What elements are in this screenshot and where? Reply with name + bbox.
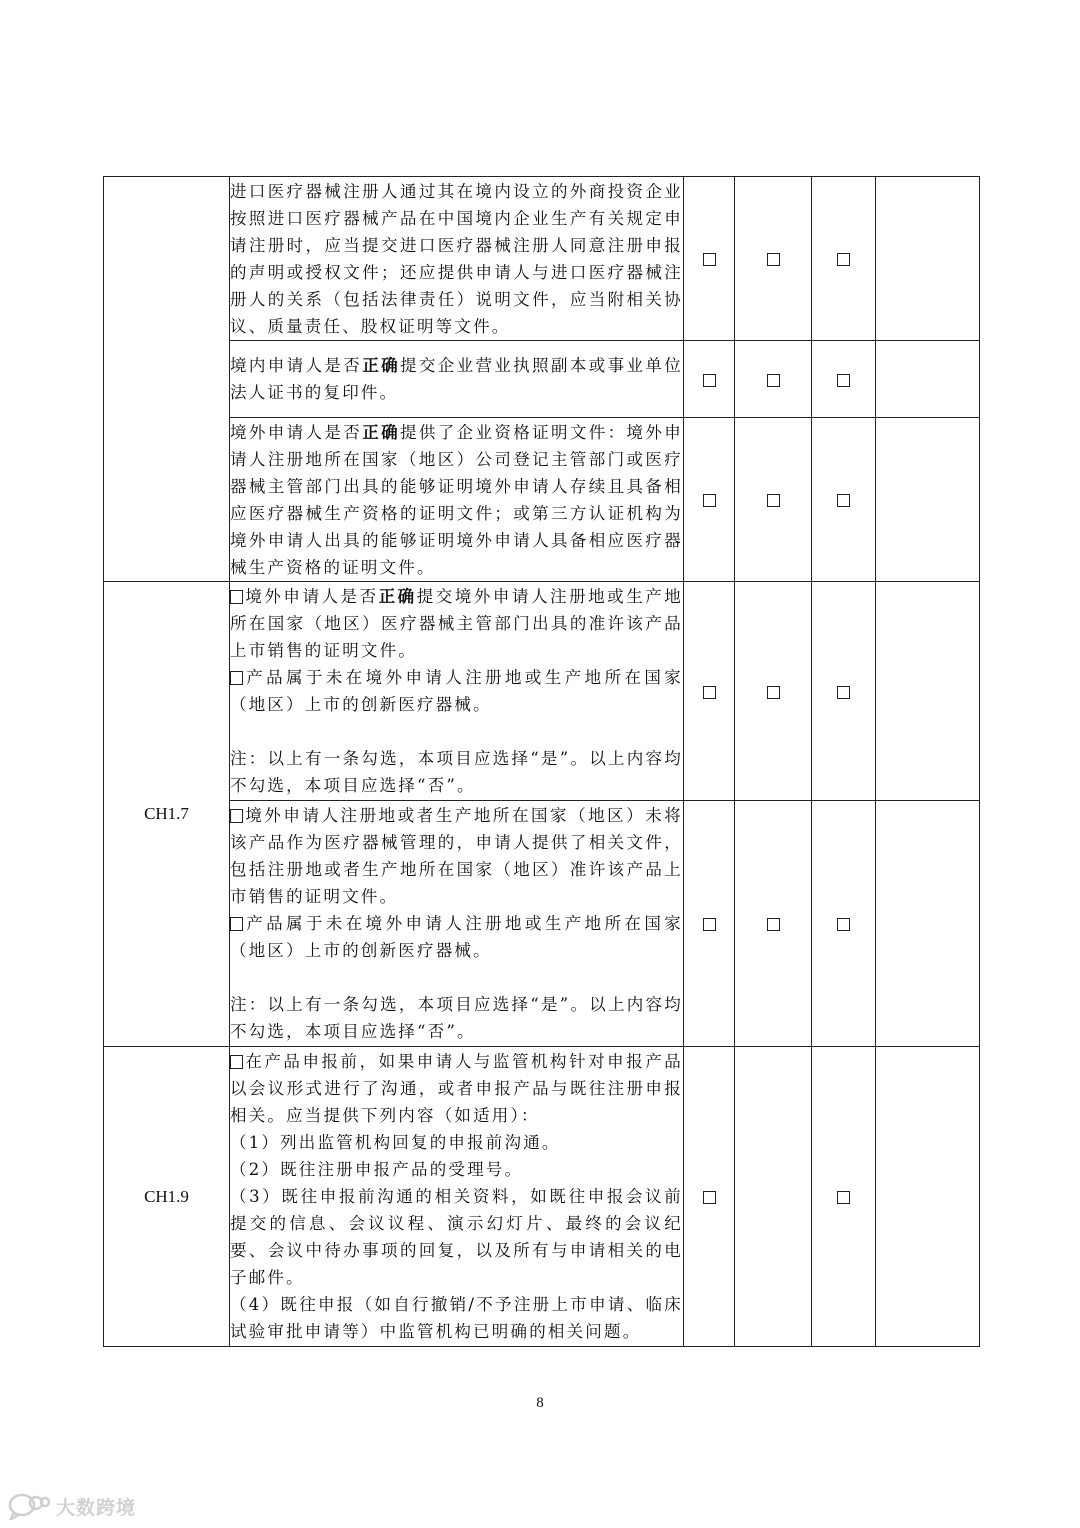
text-span: 境内申请人是否 bbox=[230, 356, 363, 375]
checkbox-cell bbox=[684, 418, 735, 582]
bold-text: 正确 bbox=[362, 356, 400, 375]
option-line bbox=[230, 802, 683, 910]
row-content bbox=[230, 341, 684, 418]
option-checkbox[interactable] bbox=[230, 590, 243, 604]
item-code: CH1.9 bbox=[104, 1047, 230, 1347]
checkbox-cell bbox=[735, 418, 812, 582]
list-item: （3）既往申报前沟通的相关资料，如既往申报会议前提交的信息、会议议程、演示幻灯片、最终的会议纪要、会议中待办事项的回复，以及所有与申请相关的电子邮件。 bbox=[230, 1187, 683, 1287]
table-row bbox=[104, 582, 980, 801]
checkbox[interactable] bbox=[837, 918, 850, 931]
row-content bbox=[230, 801, 684, 1047]
text-span: 境外申请人注册地或者生产地所在国家（地区）未将该产品作为医疗器械管理的，申请人提供了相关文件，包括注册地或者生产地所在国家（地区）准许该产品上市销售的证明文件。 bbox=[230, 806, 683, 906]
option-checkbox[interactable] bbox=[230, 917, 243, 931]
item-code: CH1.7 bbox=[104, 582, 230, 1047]
note-text: 注：以上有一条勾选，本项目应选择“是”。以上内容均不勾选，本项目应选择“否”。 bbox=[230, 995, 683, 1041]
list-item: （4）既往申报（如自行撤销/不予注册上市申请、临床试验审批申请等）中监管机构已明确的相关问题。 bbox=[230, 1295, 683, 1341]
watermark-text: 大数跨境 bbox=[56, 1496, 137, 1519]
row-content bbox=[230, 1047, 684, 1347]
text-span: 提交境外申请人注册地或生产地所在国家（地区）医疗器械主管部门出具的准许该产品上市销售的证明文件。 bbox=[230, 587, 683, 660]
empty-cell bbox=[876, 801, 980, 1047]
checkbox[interactable] bbox=[703, 494, 716, 507]
checkbox-cell bbox=[812, 1047, 876, 1347]
chat-bubble-logo-icon bbox=[8, 1492, 50, 1520]
row-content bbox=[230, 418, 684, 582]
checkbox[interactable] bbox=[767, 918, 780, 931]
text-span: 在产品申报前，如果申请人与监管机构针对申报产品以会议形式进行了沟通，或者申报产品与既往注册申报相关。应当提供下列内容（如适用）： bbox=[230, 1052, 683, 1125]
checkbox[interactable] bbox=[767, 686, 780, 699]
checkbox[interactable] bbox=[837, 253, 850, 266]
checkbox[interactable] bbox=[703, 1191, 716, 1204]
checkbox[interactable] bbox=[837, 374, 850, 387]
bold-text: 正确 bbox=[378, 587, 417, 606]
option-checkbox[interactable] bbox=[230, 809, 243, 823]
checkbox[interactable] bbox=[703, 918, 716, 931]
table-row bbox=[104, 1047, 980, 1347]
table-row bbox=[104, 341, 980, 418]
checkbox[interactable] bbox=[837, 494, 850, 507]
table-row bbox=[104, 801, 980, 1047]
page-number: 8 bbox=[536, 1395, 544, 1411]
checkbox-cell bbox=[735, 341, 812, 418]
checkbox-cell bbox=[684, 801, 735, 1047]
checkbox-cell bbox=[812, 341, 876, 418]
text-span: 提交企业营业执照副本或事业单位法人证书的复印件。 bbox=[230, 356, 684, 402]
table-row bbox=[104, 418, 980, 582]
spacer bbox=[230, 964, 683, 991]
list-item: （1）列出监管机构回复的申报前沟通。 bbox=[230, 1133, 561, 1152]
checkbox[interactable] bbox=[767, 253, 780, 266]
text-span: 产品属于未在境外申请人注册地或生产地所在国家（地区）上市的创新医疗器械。 bbox=[230, 914, 683, 960]
empty-cell bbox=[876, 177, 980, 341]
empty-cell bbox=[876, 582, 980, 801]
spacer bbox=[230, 718, 683, 745]
note-text: 注：以上有一条勾选，本项目应选择“是”。以上内容均不勾选，本项目应选择“否”。 bbox=[230, 749, 683, 795]
option-checkbox[interactable] bbox=[230, 671, 243, 685]
checkbox[interactable] bbox=[703, 253, 716, 266]
checkbox[interactable] bbox=[837, 1191, 850, 1204]
option-line bbox=[230, 664, 683, 718]
checkbox[interactable] bbox=[767, 374, 780, 387]
empty-cell bbox=[876, 341, 980, 418]
option-line bbox=[230, 910, 683, 964]
checkbox-cell bbox=[812, 177, 876, 341]
checkbox-cell bbox=[735, 801, 812, 1047]
checkbox[interactable] bbox=[837, 686, 850, 699]
empty-cell bbox=[876, 418, 980, 582]
checkbox-cell bbox=[735, 177, 812, 341]
list-item: （2）既往注册申报产品的受理号。 bbox=[230, 1160, 524, 1179]
bold-text: 正确 bbox=[362, 422, 400, 442]
option-checkbox[interactable] bbox=[230, 1055, 243, 1069]
row-content bbox=[230, 177, 684, 341]
text-span: 境外申请人是否 bbox=[245, 587, 379, 606]
checklist-table bbox=[103, 176, 980, 1347]
checkbox[interactable] bbox=[703, 686, 716, 699]
option-line bbox=[230, 1048, 683, 1129]
checkbox[interactable] bbox=[767, 494, 780, 507]
checkbox-cell bbox=[684, 177, 735, 341]
table-row bbox=[104, 177, 980, 341]
empty-cell bbox=[735, 1047, 812, 1347]
checkbox-cell bbox=[812, 418, 876, 582]
row-text bbox=[230, 352, 683, 406]
row-content bbox=[230, 582, 684, 801]
watermark bbox=[8, 1492, 136, 1520]
checkbox-cell bbox=[735, 582, 812, 801]
row-text: 进口医疗器械注册人通过其在境内设立的外商投资企业按照进口医疗器械产品在中国境内企业生产有关规定申请注册时，应当提交进口医疗器械注册人同意注册申报的声明或授权文件；还应提供申请人与进口医疗器械注册人的关系（包括法律责任）说明文件，应当附相关协议、质量责任、股权证明等文件。 bbox=[230, 181, 683, 336]
text-span: 境外申请人是否 bbox=[230, 422, 363, 442]
row-text bbox=[230, 419, 683, 581]
text-span: 产品属于未在境外申请人注册地或生产地所在国家（地区）上市的创新医疗器械。 bbox=[230, 668, 683, 714]
checkbox-cell bbox=[684, 582, 735, 801]
empty-cell bbox=[876, 1047, 980, 1347]
checkbox[interactable] bbox=[703, 374, 716, 387]
text-span: 提供了企业资格证明文件：境外申请人注册地所在国家（地区）公司登记主管部门或医疗器械主管部门出具的能够证明境外申请人存续且具备相应医疗器械生产资格的证明文件；或第三方认证机构为境外申请人出具的能够证明境外申请人具备相应医疗器械生产资格的证明文件。 bbox=[230, 422, 684, 577]
checkbox-cell bbox=[684, 1047, 735, 1347]
checkbox-cell bbox=[684, 341, 735, 418]
option-line bbox=[230, 583, 683, 664]
checkbox-cell bbox=[812, 582, 876, 801]
code-cell-empty bbox=[104, 177, 230, 582]
checkbox-cell bbox=[812, 801, 876, 1047]
